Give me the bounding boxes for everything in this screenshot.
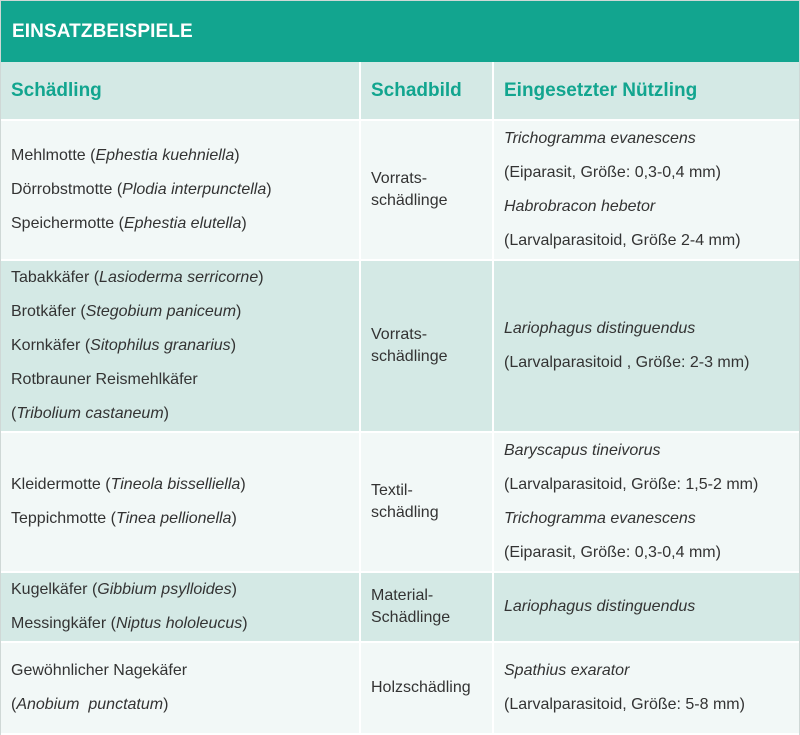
- pest-line: Mehlmotte (Ephestia kuehniella): [11, 147, 240, 164]
- pest-name: Gewöhnlicher Nagekäfer: [11, 662, 188, 679]
- damage-line: Vorrats-: [371, 326, 428, 343]
- beneficial-info: (Larvalparasitoid , Größe: 2-3 mm): [504, 354, 750, 371]
- pest-latin: Anobium punctatum: [16, 696, 164, 713]
- damage-cell: [360, 572, 493, 642]
- table-row: [1, 120, 799, 260]
- pest-line: Dörrobstmotte (Plodia interpunctella): [11, 181, 272, 198]
- pest-line: (Anobium punctatum): [11, 696, 169, 713]
- beneficial-species: Lariophagus distinguendus: [504, 320, 696, 337]
- beneficial-cell: [493, 432, 799, 572]
- box-title: EINSATZBEISPIELE: [12, 20, 193, 42]
- pest-latin: Gibbium psylloides: [97, 581, 232, 598]
- beneficial-species: Trichogramma evanescens: [504, 510, 696, 527]
- header-pest: Schädling: [1, 62, 360, 120]
- beneficial-species: Lariophagus distinguendus: [504, 598, 696, 615]
- beneficial-cell: [493, 260, 799, 432]
- pest-latin: Tribolium castaneum: [16, 405, 164, 422]
- pest-name: Tabakkäfer: [11, 269, 90, 286]
- pest-latin: Ephestia kuehniella: [95, 147, 235, 164]
- pest-name: Kugelkäfer: [11, 581, 88, 598]
- pest-name: Kornkäfer: [11, 337, 81, 354]
- header-damage: Schadbild: [360, 62, 493, 120]
- beneficial-cell: [493, 572, 799, 642]
- pest-cell: [1, 432, 360, 572]
- pest-cell: [1, 642, 360, 734]
- pest-latin: Lasioderma serricorne: [99, 269, 259, 286]
- pest-line: Kugelkäfer (Gibbium psylloides): [11, 581, 237, 598]
- pest-name: Dörrobstmotte: [11, 181, 113, 198]
- table-row: [1, 572, 799, 642]
- table-row: [1, 642, 799, 734]
- beneficial-cell: [493, 120, 799, 260]
- pest-line: (Tribolium castaneum): [11, 405, 169, 422]
- pest-latin: Ephestia elutella: [123, 215, 242, 232]
- examples-table: [1, 62, 799, 735]
- table-row: [1, 260, 799, 432]
- beneficial-species: Baryscapus tineivorus: [504, 442, 661, 459]
- pest-line: Brotkäfer (Stegobium paniceum): [11, 303, 242, 320]
- pest-name: Teppichmotte: [11, 510, 107, 527]
- pest-cell: [1, 120, 360, 260]
- pest-name: Kleidermotte: [11, 476, 101, 493]
- damage-cell: [360, 432, 493, 572]
- beneficial-species: Trichogramma evanescens: [504, 130, 696, 147]
- damage-line: Material-: [371, 587, 434, 604]
- damage-cell: [360, 642, 493, 734]
- damage-cell: [360, 260, 493, 432]
- beneficial-info: (Larvalparasitoid, Größe: 5-8 mm): [504, 696, 745, 713]
- table-header-row: [1, 62, 799, 120]
- damage-line: schädling: [371, 504, 439, 521]
- pest-name: Messingkäfer: [11, 615, 107, 632]
- beneficial-species: Spathius exarator: [504, 662, 630, 679]
- pest-line: Speichermotte (Ephestia elutella): [11, 215, 247, 232]
- pest-latin: Tinea pellionella: [115, 510, 232, 527]
- beneficial-info: (Larvalparasitoid, Größe: 1,5-2 mm): [504, 476, 759, 493]
- pest-line: Kleidermotte (Tineola bisselliella): [11, 476, 246, 493]
- pest-latin: Tineola bisselliella: [110, 476, 241, 493]
- pest-latin: Niptus hololeucus: [115, 615, 243, 632]
- beneficial-species: Habrobracon hebetor: [504, 198, 656, 215]
- table-row: [1, 432, 799, 572]
- pest-latin: Plodia interpunctella: [122, 181, 267, 198]
- damage-cell: [360, 120, 493, 260]
- damage-line: Textil-: [371, 482, 413, 499]
- damage-line: schädlinge: [371, 192, 448, 209]
- header-beneficial: Eingesetzter Nützling: [493, 62, 799, 120]
- pest-name: Speichermotte: [11, 215, 115, 232]
- beneficial-info: (Eiparasit, Größe: 0,3-0,4 mm): [504, 544, 721, 561]
- pest-name: Mehlmotte: [11, 147, 86, 164]
- pest-line: Messingkäfer (Niptus hololeucus): [11, 615, 248, 632]
- pest-latin: Sitophilus granarius: [90, 337, 231, 354]
- pest-line: Kornkäfer (Sitophilus granarius): [11, 337, 237, 354]
- pest-cell: [1, 260, 360, 432]
- damage-line: Schädlinge: [371, 609, 451, 626]
- beneficial-cell: [493, 642, 799, 734]
- damage-line: schädlinge: [371, 348, 448, 365]
- damage-line: Holzschädling: [371, 679, 471, 696]
- pest-latin: Stegobium paniceum: [85, 303, 237, 320]
- pest-cell: [1, 572, 360, 642]
- beneficial-info: (Eiparasit, Größe: 0,3-0,4 mm): [504, 164, 721, 181]
- beneficial-info: (Larvalparasitoid, Größe 2-4 mm): [504, 232, 741, 249]
- pest-line: Teppichmotte (Tinea pellionella): [11, 510, 237, 527]
- pest-name: Rotbrauner Reismehlkäfer: [11, 371, 198, 388]
- title-bar: [1, 1, 799, 62]
- damage-line: Vorrats-: [371, 170, 428, 187]
- pest-line: Tabakkäfer (Lasioderma serricorne): [11, 269, 264, 286]
- pest-name: Brotkäfer: [11, 303, 76, 320]
